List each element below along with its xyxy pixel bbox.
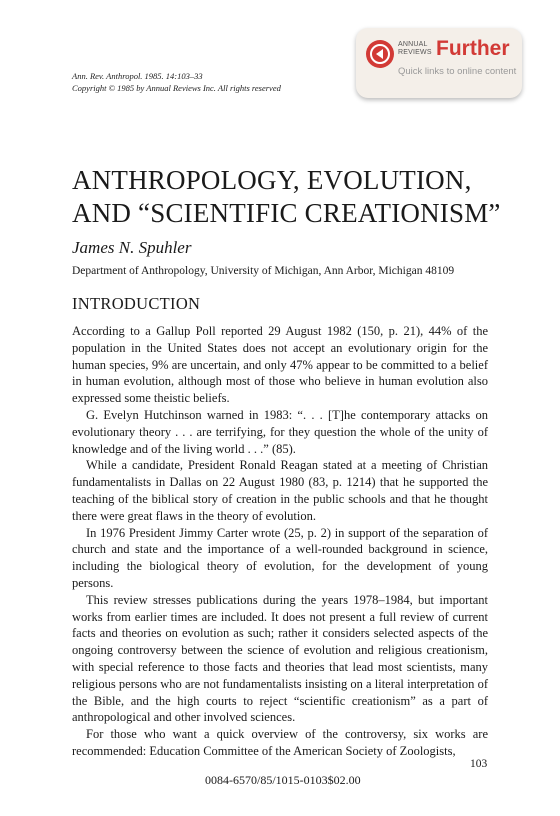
annual-reviews-logo-icon: [366, 40, 394, 68]
author-affiliation: Department of Anthropology, University of Michigan, Ann Arbor, Michigan 48109: [72, 265, 455, 277]
badge-brand-bottom: REVIEWS: [398, 49, 432, 56]
journal-citation: [72, 70, 281, 94]
page-number: 103: [470, 758, 488, 770]
badge-title: Further: [436, 37, 510, 60]
article-title-line-1: ANTHROPOLOGY, EVOLUTION,: [72, 165, 472, 195]
article-title: [72, 164, 512, 230]
body-text: [72, 323, 488, 760]
badge-brand-top: ANNUAL: [398, 41, 428, 48]
citation-line-copyright: Copyright © 1985 by Annual Reviews Inc. All rights reserved: [72, 83, 281, 93]
paragraph: For those who want a quick overview of the controversy, six works are recommended: Education Committee of the American Society of Zoologists,: [72, 727, 488, 758]
paragraph: While a candidate, President Ronald Reagan stated at a meeting of Christian fundamentalists in Dallas on 22 August 1980 (83, p. 1214) that he supported the teaching of the biblical story of creation in the public schools and that he thought there were great flaws in the theory of evolution.: [72, 458, 488, 523]
badge-subtitle: Quick links to online content: [398, 66, 517, 77]
article-code: 0084-6570/85/1015-0103$02.00: [205, 773, 361, 787]
section-heading: INTRODUCTION: [72, 294, 201, 313]
paragraph: This review stresses publications during the years 1978–1984, but important works from earlier times are included. It does not present a full review of current facts and theories on evolution as such; rather it considers selected aspects of the ongoing controversy between the science of evolution and religious creationism, with special reference to those facts and theories that lead most scientists, many religious persons who are not fundamentalists insisting on a literal interpretation of the Bible, and the high courts to reject “scientific creationism” as a part of anthropological and other involved sciences.: [72, 592, 488, 725]
badge-brand-text: [398, 41, 432, 57]
paragraph: G. Evelyn Hutchinson warned in 1983: “. . . [T]he contemporary attacks on evolutionary theory . . . are terrifying, for they question the whole of the unity of knowledge and of the living world . . .” (85).: [72, 407, 488, 456]
author-name: James N. Spuhler: [72, 238, 192, 257]
paragraph: In 1976 President Jimmy Carter wrote (25, p. 2) in support of the separation of church and state and the importance of a well-rounded background in science, including the biological theory of evolution, for the development of young persons.: [72, 525, 488, 590]
further-links-badge[interactable]: [356, 28, 522, 98]
citation-line-journal: Ann. Rev. Anthropol. 1985. 14:103–33: [72, 71, 203, 81]
article-title-line-2: AND “SCIENTIFIC CREATIONISM”: [72, 198, 501, 228]
paragraph: According to a Gallup Poll reported 29 August 1982 (150, p. 21), 44% of the population in the United States does not accept an evolutionary origin for the human species, 9% are uncertain, and only 47% appear to be committed to a belief in human evolution, although most of those who believe in human evolution also expressed some theistic beliefs.: [72, 324, 488, 406]
